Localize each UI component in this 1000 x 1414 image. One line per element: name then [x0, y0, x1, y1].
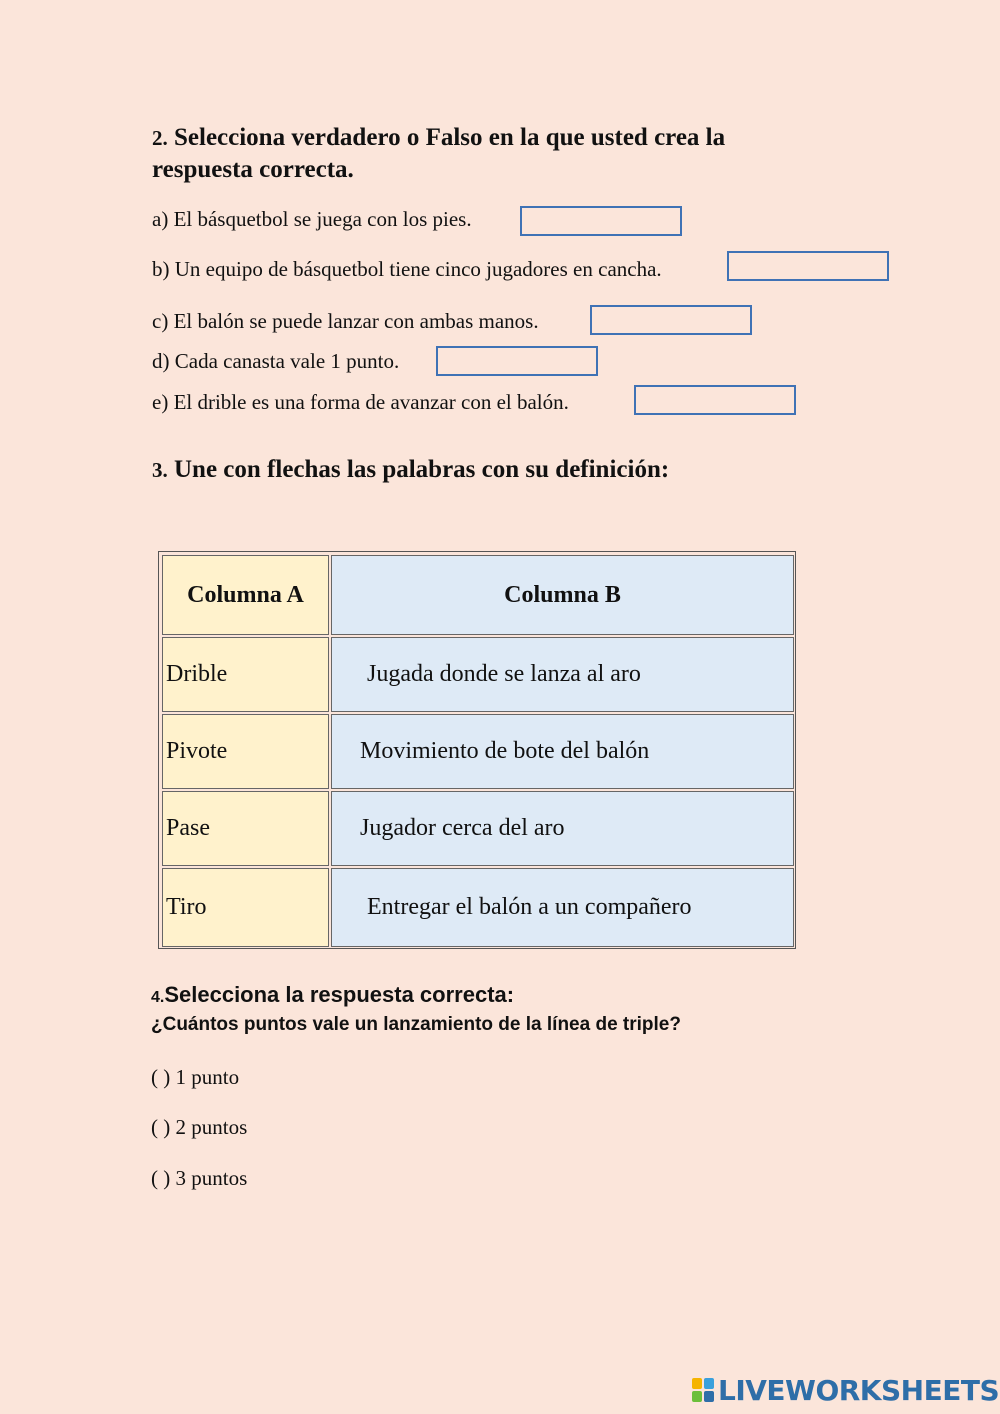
q3-heading	[152, 454, 669, 486]
q4-question: ¿Cuántos puntos vale un lanzamiento de la línea de triple?	[151, 1014, 681, 1035]
column-b-definition[interactable]: Jugada donde se lanza al aro	[331, 637, 794, 712]
q2-heading	[152, 122, 725, 185]
q2-item-e: e) El drible es una forma de avanzar con el balón.	[152, 390, 569, 414]
q2-title-line1: Selecciona verdadero o Falso en la que usted crea la	[174, 124, 726, 151]
column-a-header: Columna A	[162, 555, 329, 635]
column-a-term[interactable]: Tiro	[162, 868, 329, 947]
q2-answer-box-d[interactable]	[436, 346, 598, 376]
q4-number: 4.	[151, 989, 165, 1006]
q3-title: Une con flechas las palabras con su definición:	[174, 456, 670, 483]
column-b-definition[interactable]: Movimiento de bote del balón	[331, 714, 794, 789]
liveworksheets-logo	[692, 1372, 999, 1408]
brand-name: LIVEWORKSHEETS	[718, 1373, 1000, 1407]
q4-option-3[interactable]: ( ) 3 puntos	[151, 1166, 248, 1190]
column-b-header: Columna B	[331, 555, 794, 635]
q4-option-2[interactable]: ( ) 2 puntos	[151, 1115, 248, 1139]
q4-heading	[151, 982, 514, 1008]
q2-answer-box-c[interactable]	[590, 305, 752, 335]
column-a-term[interactable]: Pivote	[162, 714, 329, 789]
q4-option-1[interactable]: ( ) 1 punto	[151, 1065, 240, 1089]
matching-table	[158, 551, 796, 949]
column-a-term[interactable]: Drible	[162, 637, 329, 712]
liveworksheets-logo-icon	[692, 1378, 714, 1402]
column-b-definition[interactable]: Jugador cerca del aro	[331, 791, 794, 866]
q2-answer-box-b[interactable]	[727, 251, 889, 281]
q2-title-line2: respuesta correcta.	[152, 156, 354, 183]
q4-title: Selecciona la respuesta correcta:	[164, 982, 515, 1007]
column-b-definition[interactable]: Entregar el balón a un compañero	[331, 868, 794, 947]
column-a-term[interactable]: Pase	[162, 791, 329, 866]
q2-item-a: a) El básquetbol se juega con los pies.	[152, 207, 472, 231]
q2-answer-box-a[interactable]	[520, 206, 682, 236]
q3-number: 3.	[152, 458, 168, 482]
q2-item-d: d) Cada canasta vale 1 punto.	[152, 349, 400, 373]
q2-number: 2.	[152, 126, 168, 150]
q2-answer-box-e[interactable]	[634, 385, 796, 415]
q2-item-b: b) Un equipo de básquetbol tiene cinco jugadores en cancha.	[152, 257, 662, 281]
q2-item-c: c) El balón se puede lanzar con ambas manos.	[152, 309, 539, 333]
